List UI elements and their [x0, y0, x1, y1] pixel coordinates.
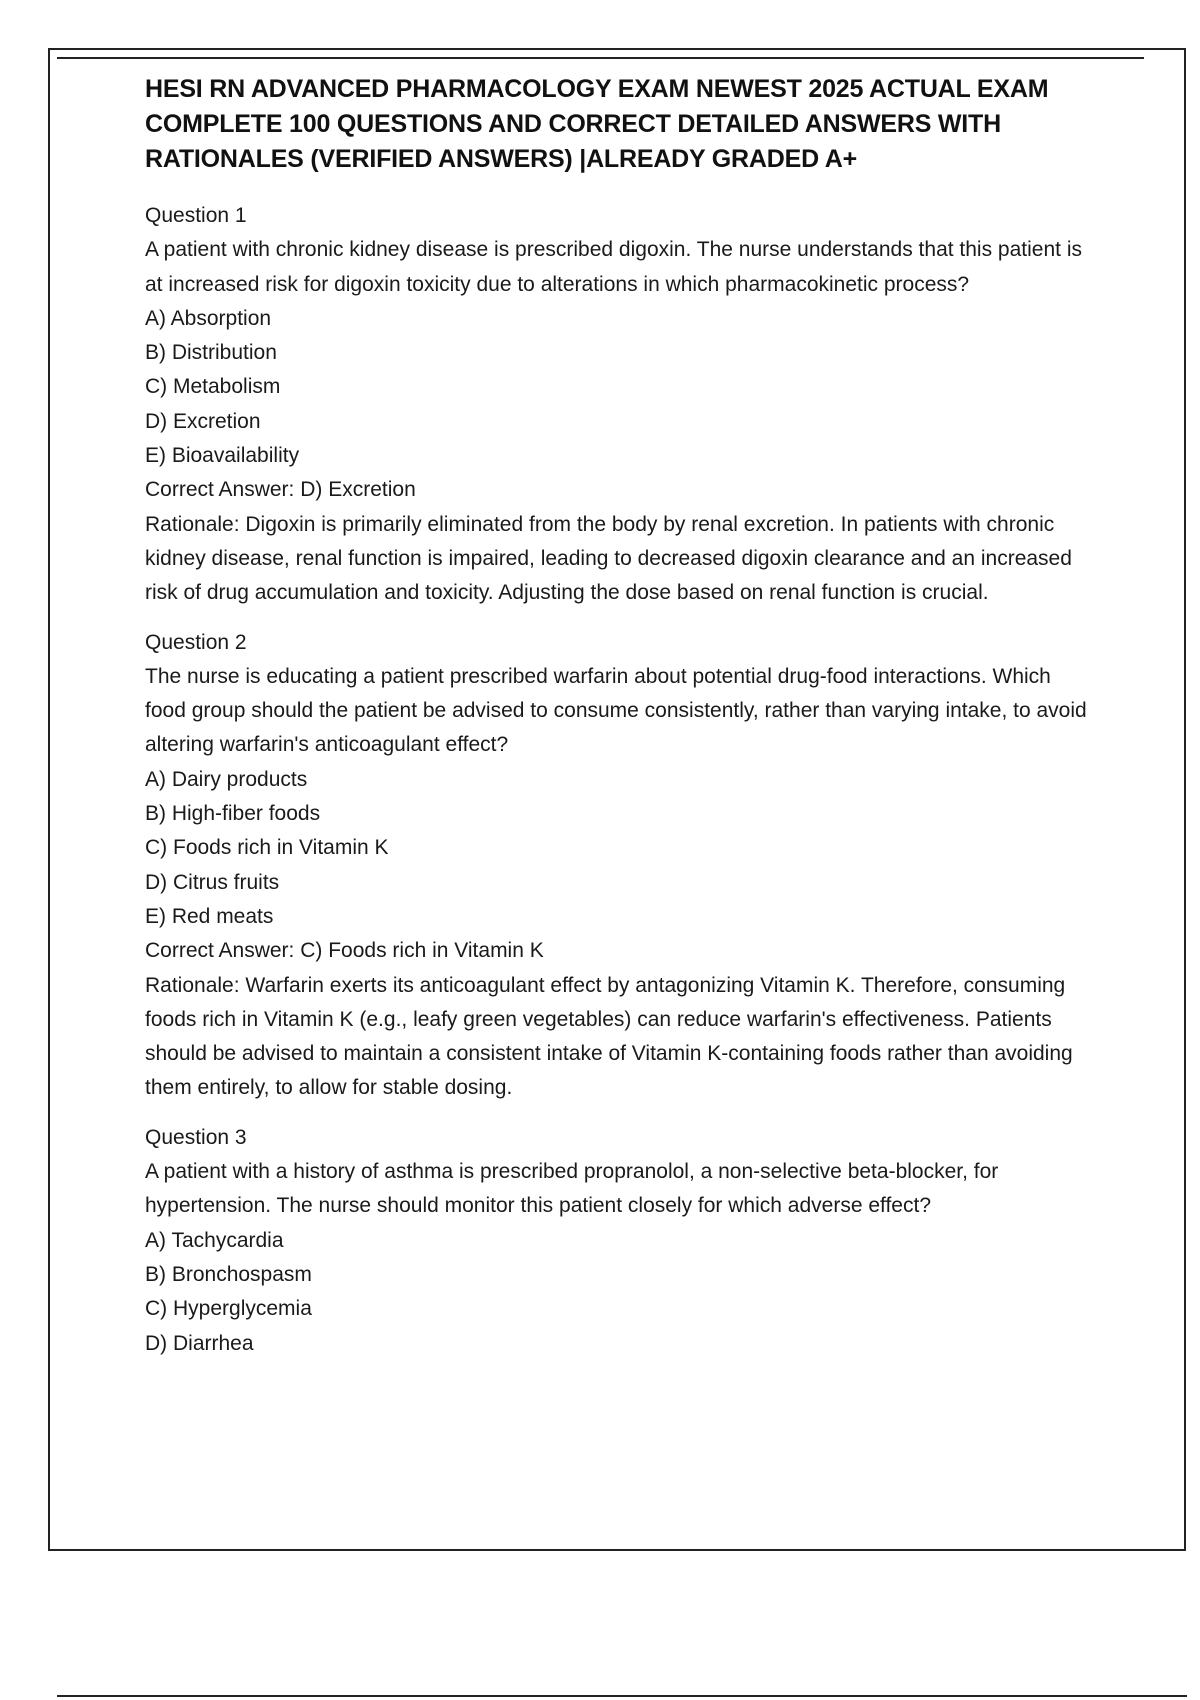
answer-option: B) Distribution	[145, 341, 277, 365]
rationale: Rationale: Digoxin is primarily eliminated from the body by renal excretion. In patients with chronic kidney disease, renal function is impaired, leading to decreased digoxin clearance and an increased risk of drug accumulation and toxicity. Adjusting the dose based on renal function is crucial.	[145, 512, 1072, 605]
answer-option: C) Hyperglycemia	[145, 1297, 312, 1321]
answer-option: E) Red meats	[145, 904, 274, 928]
question-1	[145, 199, 1095, 611]
question-2	[145, 626, 1095, 1106]
answer-option: A) Dairy products	[145, 767, 308, 791]
correct-answer: Correct Answer: C) Foods rich in Vitamin K	[145, 939, 544, 963]
question-heading: Question 1	[145, 204, 247, 227]
correct-answer: Correct Answer: D) Excretion	[145, 478, 416, 502]
question-stem: A patient with chronic kidney disease is prescribed digoxin. The nurse understands that this patient is at increased risk for digoxin toxicity due to alterations in which pharmacokinetic process?	[145, 238, 1082, 296]
answer-option: A) Absorption	[145, 306, 272, 330]
bottom-divider	[57, 1695, 1187, 1697]
answer-option: B) High-fiber foods	[145, 802, 321, 826]
answer-option: D) Diarrhea	[145, 1331, 254, 1355]
answer-option: D) Citrus fruits	[145, 870, 280, 894]
answer-option: A) Tachycardia	[145, 1228, 284, 1252]
answer-option: E) Bioavailability	[145, 444, 300, 468]
document-title: HESI RN ADVANCED PHARMACOLOGY EXAM NEWEST 2025 ACTUAL EXAM COMPLETE 100 QUESTIONS AND CORRECT DETAILED ANSWERS WITH RATIONALES (VERIFIED ANSWERS) |ALREADY GRADED A+	[145, 75, 1049, 173]
rationale: Rationale: Warfarin exerts its anticoagulant effect by antagonizing Vitamin K. Therefore, consuming foods rich in Vitamin K (e.g., leafy green vegetables) can reduce warfarin's effectiveness. Patients should be advised to maintain a consistent intake of Vitamin K-containing foods rather than avoiding them entirely, to allow for stable dosing.	[145, 973, 1073, 1100]
question-3	[145, 1121, 1095, 1361]
answer-option: C) Foods rich in Vitamin K	[145, 836, 389, 860]
document-body	[145, 72, 1095, 1376]
question-stem: A patient with a history of asthma is prescribed propranolol, a non-selective beta-blocker, for hypertension. The nurse should monitor this patient closely for which adverse effect?	[145, 1160, 999, 1218]
question-stem: The nurse is educating a patient prescribed warfarin about potential drug-food interactions. Which food group should the patient be advised to consume consistently, rather than varying intake, to avoid altering warfarin's anticoagulant effect?	[145, 664, 1087, 757]
answer-option: D) Excretion	[145, 409, 261, 433]
question-heading: Question 3	[145, 1125, 247, 1149]
answer-option: C) Metabolism	[145, 375, 281, 399]
question-heading: Question 2	[145, 630, 247, 654]
answer-option: B) Bronchospasm	[145, 1262, 312, 1286]
top-divider	[57, 57, 1144, 59]
